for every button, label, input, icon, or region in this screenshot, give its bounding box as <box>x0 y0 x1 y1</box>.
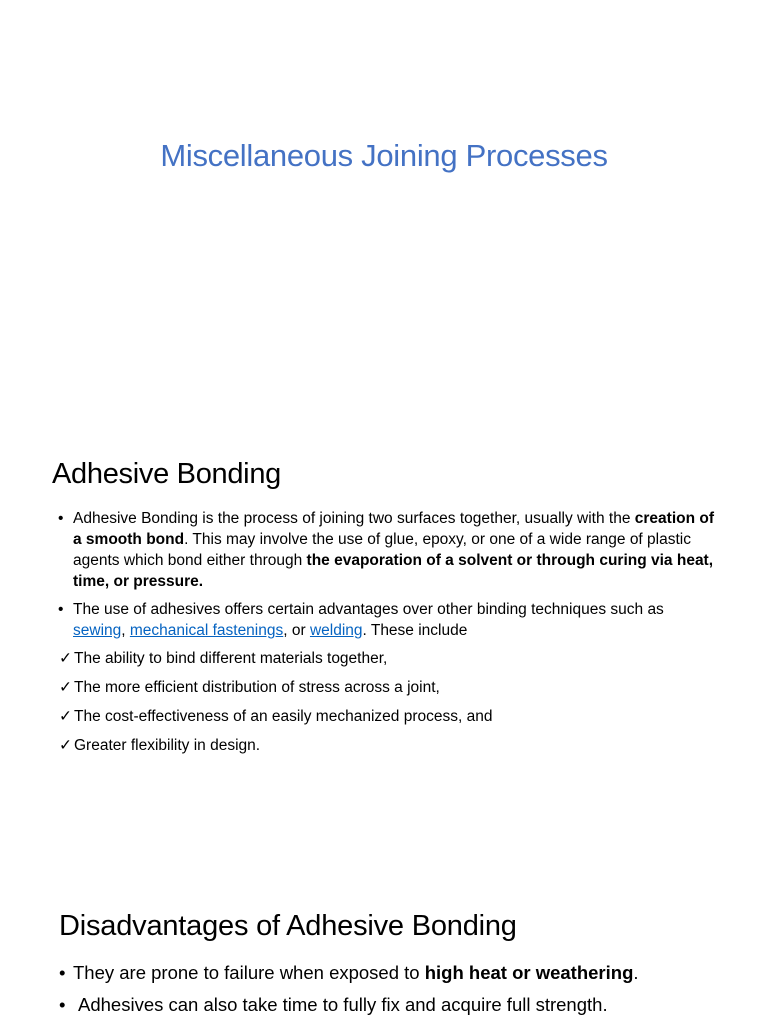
disadvantages-list <box>59 962 739 1026</box>
bullet-text: . This may involve the use of glue, epoxy, or one of a wide range of plastic agents which bond either through <box>73 531 691 569</box>
list-item <box>59 994 739 1016</box>
list-item <box>59 962 739 984</box>
sewing-link[interactable]: sewing <box>73 622 122 639</box>
checklist-text: Greater flexibility in design. <box>74 737 261 754</box>
section-title: Disadvantages of Adhesive Bonding <box>59 910 517 942</box>
checklist-item <box>58 735 718 756</box>
page-title: Miscellaneous Joining Processes <box>160 138 608 173</box>
checkmark-icon: ✓ <box>59 650 72 667</box>
checklist-text: The ability to bind different materials together, <box>74 650 388 667</box>
checkmark-icon: ✓ <box>59 708 72 725</box>
list-item <box>58 508 718 592</box>
adhesive-bonding-slide <box>0 440 768 880</box>
checklist-item <box>58 706 718 727</box>
separator-text: , <box>121 622 130 639</box>
checkmark-icon: ✓ <box>59 679 72 696</box>
mechanical-fastenings-link[interactable]: mechanical fastenings <box>129 622 284 639</box>
checkmark-icon: ✓ <box>59 737 72 754</box>
bullet-text: They are prone to failure when exposed to <box>73 962 425 983</box>
bullet-text: Adhesive Bonding is the process of joining two surfaces together, usually with the <box>73 510 635 527</box>
bullet-icon: • <box>58 510 64 527</box>
welding-link[interactable]: welding <box>309 622 363 639</box>
adhesive-bonding-body <box>58 508 718 764</box>
bullet-icon: • <box>59 994 66 1015</box>
list-item <box>58 599 718 641</box>
checklist-item <box>58 648 718 669</box>
bullet-text: . These include <box>362 622 468 639</box>
bold-text: high heat or weathering <box>424 962 634 983</box>
bullet-icon: • <box>58 601 64 618</box>
checklist-text: The cost-effectiveness of an easily mechanized process, and <box>74 708 493 725</box>
section-title: Adhesive Bonding <box>52 458 281 490</box>
checklist-item <box>58 677 718 698</box>
bullet-text: . <box>633 962 639 983</box>
bullet-text: Adhesives can also take time to fully fix and acquire full strength. <box>78 994 608 1015</box>
bullet-text: The use of adhesives offers certain advantages over other binding techniques such as <box>73 601 664 618</box>
title-slide <box>0 0 768 420</box>
checklist-text: The more efficient distribution of stress across a joint, <box>74 679 440 696</box>
bullet-icon: • <box>59 962 66 983</box>
disadvantages-slide <box>0 890 768 1024</box>
separator-text: , or <box>283 622 310 639</box>
bold-text: creation of a smooth bond <box>73 510 715 548</box>
bold-text: the evaporation of a solvent or through curing via heat, time, or pressure. <box>73 552 714 590</box>
